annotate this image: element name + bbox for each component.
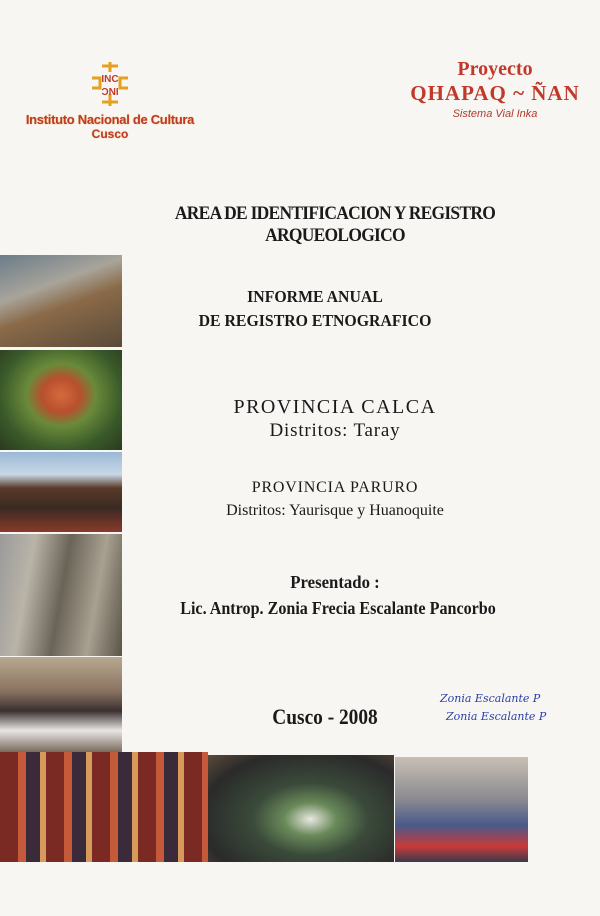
report-title (162, 285, 469, 333)
photo-children (395, 757, 528, 862)
handwritten-signature (440, 690, 580, 726)
inc-city: Cusco (91, 127, 129, 141)
photo-rock-cliff (0, 534, 122, 656)
inc-emblem-icon (82, 58, 138, 110)
province-calca: PROVINCIA CALCA (233, 396, 437, 418)
photo-textiles (0, 752, 208, 862)
districts-paruro: Distritos: Yaurisque y Huanoquite (226, 502, 444, 519)
svg-text:INC (101, 74, 118, 85)
area-title: AREA DE IDENTIFICACION Y REGISTRO ARQUEOLOGICO (174, 203, 496, 246)
inc-logo (10, 58, 210, 141)
presented-label: Presentado : (290, 572, 380, 592)
report-title-line-2: DE REGISTRO ETNOGRAFICO (198, 311, 432, 330)
svg-text:INC (101, 85, 118, 96)
photo-community-meeting (0, 452, 122, 532)
city-year: Cusco - 2008 (272, 704, 378, 729)
photo-food-sharing (208, 755, 394, 862)
report-title-line-1: INFORME ANUAL (247, 287, 383, 306)
author-name: Lic. Antrop. Zonia Frecia Escalante Pancorbo (180, 598, 496, 618)
photo-woman-weaving (0, 657, 122, 755)
districts-calca: Distritos: Taray (269, 420, 401, 441)
qhapaq-nan-logo (400, 58, 590, 120)
photo-ritual-offering (0, 350, 122, 450)
project-label: Proyecto (457, 58, 533, 80)
province-paruro: PROVINCIA PARURO (251, 479, 419, 496)
signature-line-1: Zonia Escalante P (440, 692, 541, 705)
photo-offering-bundle (0, 255, 122, 347)
project-name: QHAPAQ ~ ÑAN (410, 81, 580, 105)
inc-name: Instituto Nacional de Cultura (25, 112, 195, 127)
inc-mark-text-inverted: INC (101, 85, 119, 96)
project-subtitle: Sistema Vial Inka (452, 108, 538, 120)
signature-line-2: Zonia Escalante P (446, 710, 547, 723)
inc-mark-text: INC (101, 74, 119, 85)
